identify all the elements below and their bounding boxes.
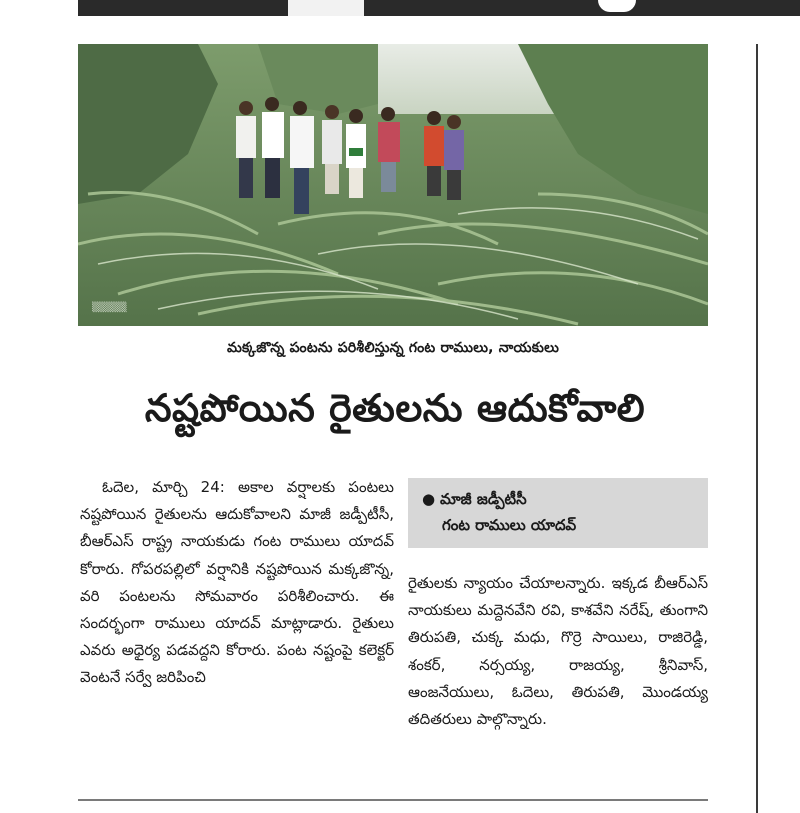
news-photo (78, 44, 708, 326)
article-body-right (408, 570, 708, 733)
column-divider-rule (756, 44, 758, 813)
photo-caption: మక్కజొన్న పంటను పరిశీలిస్తున్న గంట రాములు, నాయకులు (226, 340, 560, 356)
subheading-line-2: గంట రాములు యాదవ్ (442, 516, 577, 534)
masthead-glyph-fragment (598, 0, 636, 12)
bottom-rule (78, 799, 708, 801)
headline: నష్టపోయిన రైతులను ఆదుకోవాలి (144, 386, 646, 430)
subheading-box (408, 478, 708, 548)
article-paragraph-left: ఓదెల, మార్చి 24: అకాల వర్షాలకు పంటలు నష్టపోయిన రైతులను ఆదుకోవాలని మాజీ జడ్పీటీసీ, బీఆర్ఎస్ రాష్ట్ర నాయకుడు గంట రాములు యాదవ్ కోరారు. గోపరపల్లిలో వర్షానికి నష్టపోయిన మక్కజొన్న, వరి పంటలను సోమవారం పరిశీలించారు. ఈ సందర్భంగా రాములు యాదవ్ మాట్లాడారు. రైతులు ఎవరు అధైర్య పడవద్దని కోరారు. పంట నష్టంపై కలెక్టర్ వెంటనే సర్వే జరిపించి (80, 478, 394, 687)
masthead-bar (78, 0, 800, 16)
svg-text:▒▒▒▒▒: ▒▒▒▒▒ (92, 303, 127, 313)
field-photo-icon (78, 44, 708, 326)
subheading-line-1: మాజీ జడ్పీటీసీ (440, 490, 527, 508)
article-body-left (80, 474, 394, 692)
article-paragraph-right: రైతులకు న్యాయం చేయాలన్నారు. ఇక్కడ బీఆర్ఎస్ నాయకులు మద్దెనవేని రవి, కాశవేని నరేష్, తుంగాని తిరుపతి, చుక్క మధు, గొర్రె సాయిలు, రాజిరెడ్డి, శంకర్, నర్సయ్య, రాజయ్య, శ్రీనివాస్, ఆంజనేయులు, ఓదెలు, తిరుపతి, మొండయ్య తదితరులు పాల్గొన్నారు. (408, 574, 708, 729)
masthead-notch (288, 0, 364, 16)
bullet-icon: ● (422, 490, 436, 508)
